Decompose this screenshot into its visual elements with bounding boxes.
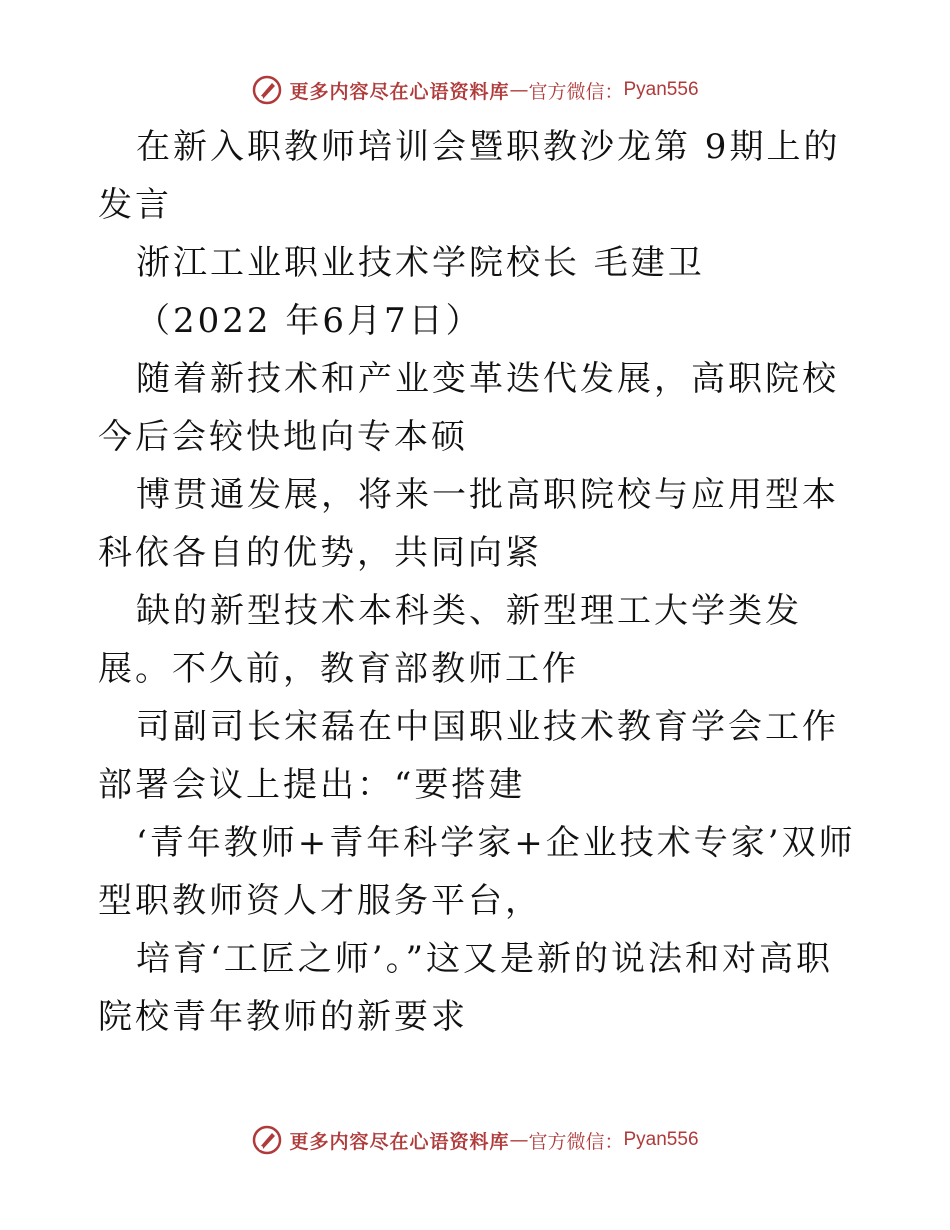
document-author: 浙江工业职业技术学院校长 毛建卫 xyxy=(136,243,705,283)
document-paragraph: 缺的新型技术本科类、新型理工大学类发展。不久前，教育部教师工作 xyxy=(98,591,802,689)
pen-circle-icon xyxy=(251,74,283,106)
document-paragraph: 博贯通发展，将来一批高职院校与应用型本科依各自的优势，共同向紧 xyxy=(98,475,839,573)
watermark-wechat-id: Pyan556 xyxy=(623,79,699,100)
watermark-separator: — xyxy=(509,1129,529,1151)
footer-watermark xyxy=(0,1122,950,1158)
watermark-promo-text: 更多内容尽在心语资料库 xyxy=(289,80,510,103)
document-paragraph: ‘青年教师+青年科学家+企业技术专家’双师型职教师资人才服务平台， xyxy=(98,823,856,921)
document-paragraph: 随着新技术和产业变革迭代发展，高职院校今后会较快地向专本硕 xyxy=(98,359,839,457)
watermark-separator: — xyxy=(509,79,529,101)
document-paragraph: 司副司长宋磊在中国职业技术教育学会工作部署会议上提出：“要搭建 xyxy=(98,707,839,805)
watermark-wechat-id: Pyan556 xyxy=(623,1129,699,1150)
document-body xyxy=(98,118,858,1046)
header-watermark xyxy=(0,72,950,108)
watermark-promo-text: 更多内容尽在心语资料库 xyxy=(289,1130,510,1153)
pen-circle-icon xyxy=(251,1124,283,1156)
document-date: （2022 年6月7日） xyxy=(136,301,483,341)
watermark-wechat-label: 官方微信： xyxy=(528,1130,624,1153)
document-paragraph: 培育‘工匠之师’。”这又是新的说法和对高职院校青年教师的新要求 xyxy=(98,939,833,1037)
document-title: 在新入职教师培训会暨职教沙龙第 9期上的发言 xyxy=(98,127,841,225)
watermark-wechat-label: 官方微信： xyxy=(528,80,624,103)
